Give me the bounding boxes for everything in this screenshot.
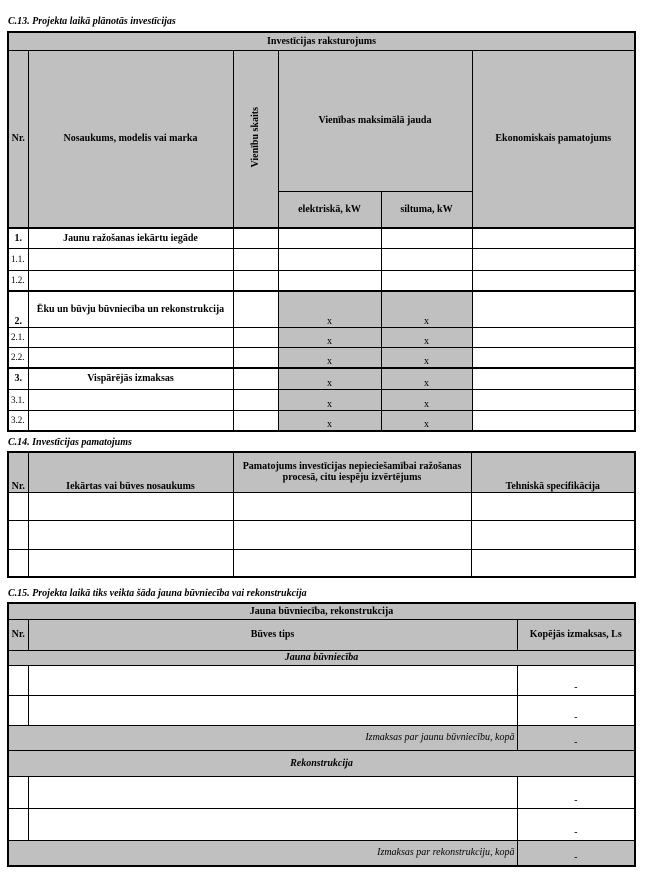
c15-new-row [8, 665, 635, 695]
row-nr: 2.2. [8, 347, 28, 368]
row-count[interactable] [233, 270, 278, 291]
row-heat-x: x [381, 327, 472, 347]
c13-row-3-2 [8, 410, 635, 431]
c13-col-heat: siltuma, kW [381, 191, 472, 228]
c15-title: C.15. Projekta laikā tiks veikta šāda jauna būvniecība vai rekonstrukcija [8, 588, 307, 599]
c15-recon: Rekonstrukcija [8, 750, 635, 776]
c15-col-type: Būves tips [28, 619, 517, 650]
row-heat-x: x [381, 291, 472, 327]
row-econ[interactable] [472, 327, 635, 347]
cell[interactable] [28, 776, 517, 808]
row-elec-x: x [278, 291, 381, 327]
c13-row-2-2 [8, 347, 635, 368]
row-elec[interactable] [278, 248, 381, 270]
cost-cell[interactable]: - [517, 665, 635, 695]
cell[interactable] [28, 549, 233, 577]
c13-table [7, 31, 636, 432]
cell[interactable] [471, 549, 635, 577]
row-name[interactable]: Ēku un būvju būvniecība un rekonstrukcija [28, 291, 233, 327]
cell[interactable] [471, 492, 635, 520]
cost-cell[interactable]: - [517, 776, 635, 808]
c13-header-main: Investīcijas raksturojums [8, 32, 635, 50]
c15-new-row [8, 695, 635, 725]
cost-cell[interactable]: - [517, 808, 635, 840]
c15-recon-row [8, 776, 635, 808]
c13-row-3-1 [8, 389, 635, 410]
row-nr: 2.1. [8, 327, 28, 347]
c13-col-elec: elektriskā, kW [278, 191, 381, 228]
c14-col-name: Iekārtas vai būves nosaukums [28, 452, 233, 492]
cell[interactable] [471, 520, 635, 549]
cell[interactable] [8, 776, 28, 808]
row-elec[interactable] [278, 270, 381, 291]
row-nr: 2. [8, 291, 28, 327]
row-elec-x: x [278, 327, 381, 347]
row-heat[interactable] [381, 248, 472, 270]
c13-row-1 [8, 228, 635, 248]
c13-col-count-cell [233, 50, 278, 228]
c13-title: C.13. Projekta laikā plānotās investīcijas [8, 16, 176, 27]
c14-row [8, 549, 635, 577]
c14-table [7, 451, 636, 578]
c15-table [7, 602, 636, 867]
c15-recon-total-label: Izmaksas par rekonstrukciju, kopā [8, 840, 517, 866]
cell[interactable] [8, 695, 28, 725]
c15-header-main: Jauna būvniecība, rekonstrukcija [8, 603, 635, 619]
row-count[interactable] [233, 410, 278, 431]
cell[interactable] [233, 549, 471, 577]
cell[interactable] [8, 520, 28, 549]
cell[interactable] [8, 665, 28, 695]
c15-new-total-label: Izmaksas par jaunu būvniecību, kopā [8, 725, 517, 750]
row-elec-x: x [278, 410, 381, 431]
row-heat-x: x [381, 389, 472, 410]
row-econ[interactable] [472, 270, 635, 291]
cell[interactable] [28, 492, 233, 520]
row-name[interactable] [28, 347, 233, 368]
cell[interactable] [8, 808, 28, 840]
row-name[interactable] [28, 410, 233, 431]
row-heat-x: x [381, 368, 472, 389]
c15-col-cost: Kopējās izmaksas, Ls [517, 619, 635, 650]
row-econ[interactable] [472, 410, 635, 431]
c13-col-econ: Ekonomiskais pamatojums [472, 50, 635, 228]
c13-row-1-2 [8, 270, 635, 291]
row-count[interactable] [233, 291, 278, 327]
row-count[interactable] [233, 389, 278, 410]
c14-row [8, 520, 635, 549]
row-count[interactable] [233, 347, 278, 368]
row-name[interactable] [28, 327, 233, 347]
cell[interactable] [28, 808, 517, 840]
row-nr: 3.1. [8, 389, 28, 410]
c13-col-count: Vienību skaits [250, 107, 261, 168]
c13-col-power: Vienības maksimālā jauda [278, 50, 472, 191]
row-econ[interactable] [472, 389, 635, 410]
row-heat-x: x [381, 347, 472, 368]
row-heat[interactable] [381, 228, 472, 248]
row-nr: 1.2. [8, 270, 28, 291]
row-econ[interactable] [472, 347, 635, 368]
row-heat-x: x [381, 410, 472, 431]
cell[interactable] [28, 520, 233, 549]
c15-new-build: Jauna būvniecība [8, 650, 635, 665]
cell[interactable] [233, 520, 471, 549]
row-elec[interactable] [278, 228, 381, 248]
row-nr: 3. [8, 368, 28, 389]
row-econ[interactable] [472, 368, 635, 389]
row-name[interactable]: Vispārējās izmaksas [28, 368, 233, 389]
c15-recon-row [8, 808, 635, 840]
row-name[interactable] [28, 270, 233, 291]
cell[interactable] [8, 492, 28, 520]
row-heat[interactable] [381, 270, 472, 291]
c13-row-2-1 [8, 327, 635, 347]
row-count[interactable] [233, 327, 278, 347]
c13-col-nr: Nr. [8, 50, 28, 228]
row-name[interactable] [28, 389, 233, 410]
row-nr: 1.1. [8, 248, 28, 270]
cell[interactable] [28, 665, 517, 695]
c15-col-nr: Nr. [8, 619, 28, 650]
cell[interactable] [8, 549, 28, 577]
c13-row-2 [8, 291, 635, 327]
c14-col-spec: Tehniskā specifikācija [471, 452, 635, 492]
row-name[interactable]: Jaunu ražošanas iekārtu iegāde [28, 228, 233, 248]
c14-col-nr: Nr. [8, 452, 28, 492]
c13-col-name: Nosaukums, modelis vai marka [28, 50, 233, 228]
row-econ[interactable] [472, 248, 635, 270]
row-nr: 1. [8, 228, 28, 248]
row-count[interactable] [233, 248, 278, 270]
c13-row-1-1 [8, 248, 635, 270]
c14-title: C.14. Investīcijas pamatojums [8, 437, 132, 448]
row-econ[interactable] [472, 228, 635, 248]
c13-row-3 [8, 368, 635, 389]
row-count[interactable] [233, 368, 278, 389]
row-nr: 3.2. [8, 410, 28, 431]
cost-cell[interactable]: - [517, 695, 635, 725]
c15-new-total-value: - [517, 725, 635, 750]
c15-recon-total-value: - [517, 840, 635, 866]
cell[interactable] [233, 492, 471, 520]
c14-col-just: Pamatojums investīcijas nepieciešamībai ražošanas procesā, citu iespēju izvērtējums [233, 452, 471, 492]
row-elec-x: x [278, 347, 381, 368]
row-econ[interactable] [472, 291, 635, 327]
cell[interactable] [28, 695, 517, 725]
row-elec-x: x [278, 368, 381, 389]
c14-row [8, 492, 635, 520]
row-name[interactable] [28, 248, 233, 270]
row-elec-x: x [278, 389, 381, 410]
row-count[interactable] [233, 228, 278, 248]
